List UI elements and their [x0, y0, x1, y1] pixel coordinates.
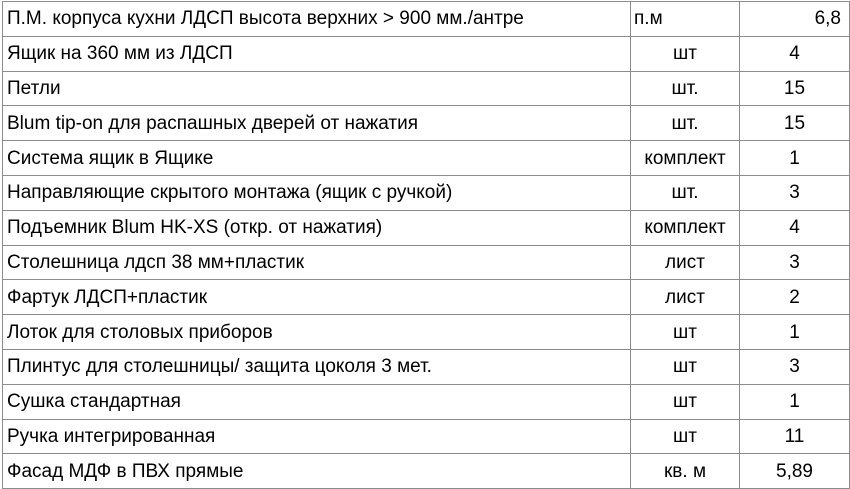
item-unit-cell[interactable]: шт. [631, 175, 740, 210]
item-qty-cell[interactable]: 6,8 [740, 2, 850, 37]
item-qty-cell[interactable]: 1 [740, 315, 850, 350]
item-name-cell[interactable]: Система ящик в Ящике [3, 141, 631, 176]
item-unit-cell[interactable]: лист [631, 280, 740, 315]
table-row [3, 315, 850, 350]
item-qty-cell[interactable]: 3 [740, 245, 850, 280]
table-row [3, 175, 850, 210]
item-qty-cell[interactable]: 5,89 [740, 454, 850, 489]
items-table-body [3, 2, 850, 489]
item-name-cell[interactable]: Лоток для столовых приборов [3, 315, 631, 350]
table-row [3, 36, 850, 71]
item-name-cell[interactable]: Плинтус для столешницы/ защита цоколя 3 мет. [3, 349, 631, 384]
item-unit-cell[interactable]: комплект [631, 141, 740, 176]
table-row [3, 384, 850, 419]
spreadsheet [2, 1, 849, 489]
item-name-cell[interactable]: Направляющие скрытого монтажа (ящик с ручкой) [3, 175, 631, 210]
item-name-cell[interactable]: Blum tip-on для распашных дверей от нажатия [3, 106, 631, 141]
item-unit-cell[interactable]: шт [631, 349, 740, 384]
item-qty-cell[interactable]: 4 [740, 210, 850, 245]
item-qty-cell[interactable]: 15 [740, 106, 850, 141]
item-name-cell[interactable]: Ручка интегрированная [3, 419, 631, 454]
item-unit-cell[interactable]: шт [631, 36, 740, 71]
table-row [3, 419, 850, 454]
item-qty-cell[interactable]: 1 [740, 141, 850, 176]
item-unit-cell[interactable]: шт [631, 384, 740, 419]
item-qty-cell[interactable]: 3 [740, 175, 850, 210]
item-qty-cell[interactable]: 1 [740, 384, 850, 419]
item-qty-cell[interactable]: 4 [740, 36, 850, 71]
table-row [3, 141, 850, 176]
item-name-cell[interactable]: П.М. корпуса кухни ЛДСП высота верхних > 900 мм./антре [3, 2, 631, 37]
table-row [3, 454, 850, 489]
items-table [2, 1, 850, 489]
table-row [3, 2, 850, 37]
item-name-cell[interactable]: Столешница лдсп 38 мм+пластик [3, 245, 631, 280]
table-row [3, 210, 850, 245]
table-row [3, 71, 850, 106]
item-name-cell[interactable]: Фартук ЛДСП+пластик [3, 280, 631, 315]
table-row [3, 106, 850, 141]
item-unit-cell[interactable]: шт. [631, 106, 740, 141]
item-name-cell[interactable]: Сушка стандартная [3, 384, 631, 419]
table-row [3, 245, 850, 280]
item-unit-cell[interactable]: лист [631, 245, 740, 280]
item-name-cell[interactable]: Ящик на 360 мм из ЛДСП [3, 36, 631, 71]
item-unit-cell[interactable]: шт [631, 419, 740, 454]
table-row [3, 349, 850, 384]
item-name-cell[interactable]: Подъемник Blum HK-XS (откр. от нажатия) [3, 210, 631, 245]
item-unit-cell[interactable]: комплект [631, 210, 740, 245]
item-qty-cell[interactable]: 15 [740, 71, 850, 106]
item-unit-cell[interactable]: п.м [631, 2, 740, 37]
item-qty-cell[interactable]: 2 [740, 280, 850, 315]
item-unit-cell[interactable]: кв. м [631, 454, 740, 489]
item-unit-cell[interactable]: шт. [631, 71, 740, 106]
table-row [3, 280, 850, 315]
item-unit-cell[interactable]: шт [631, 315, 740, 350]
item-name-cell[interactable]: Фасад МДФ в ПВХ прямые [3, 454, 631, 489]
item-qty-cell[interactable]: 3 [740, 349, 850, 384]
item-name-cell[interactable]: Петли [3, 71, 631, 106]
item-qty-cell[interactable]: 11 [740, 419, 850, 454]
